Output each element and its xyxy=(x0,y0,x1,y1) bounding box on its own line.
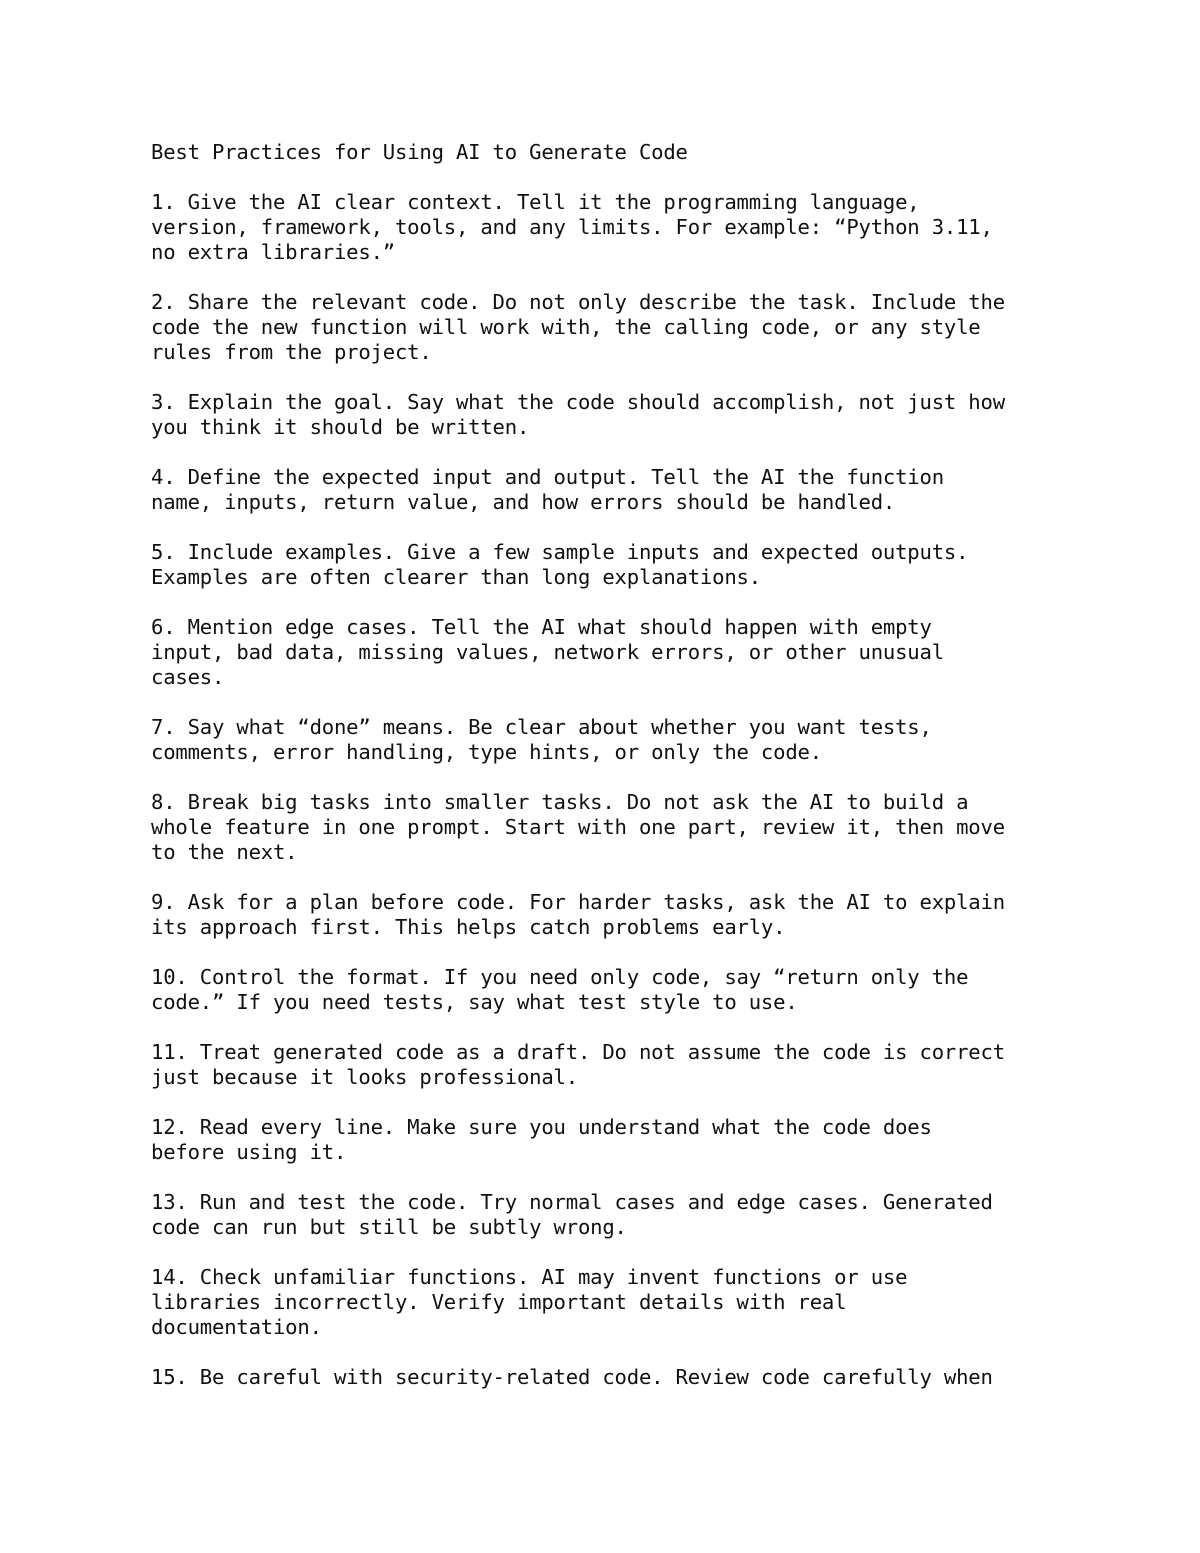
text-line: 8. Break big tasks into smaller tasks. Do not ask the AI to build a xyxy=(151,790,969,814)
text-line: rules from the project. xyxy=(151,340,432,364)
text-line: 12. Read every line. Make sure you understand what the code does xyxy=(151,1115,932,1139)
text-line: 6. Mention edge cases. Tell the AI what should happen with empty xyxy=(151,615,932,639)
paragraph-13 xyxy=(151,1190,1051,1240)
text-line: to the next. xyxy=(151,840,298,864)
paragraph-4 xyxy=(151,465,1051,515)
paragraph-1 xyxy=(151,190,1051,265)
text-line: Examples are often clearer than long explanations. xyxy=(151,565,761,589)
text-line: before using it. xyxy=(151,1140,347,1164)
document-title: Best Practices for Using AI to Generate Code xyxy=(151,140,688,164)
text-line: 13. Run and test the code. Try normal cases and edge cases. Generated xyxy=(151,1190,993,1214)
document-body xyxy=(151,140,1051,1415)
paragraph-10 xyxy=(151,965,1051,1015)
text-line: 15. Be careful with security-related code. Review code carefully when xyxy=(151,1365,993,1389)
text-line: 9. Ask for a plan before code. For harder tasks, ask the AI to explain xyxy=(151,890,1005,914)
paragraph-7 xyxy=(151,715,1051,765)
text-line: 14. Check unfamiliar functions. AI may invent functions or use xyxy=(151,1265,908,1289)
text-line: 3. Explain the goal. Say what the code should accomplish, not just how xyxy=(151,390,1005,414)
paragraph-6 xyxy=(151,615,1051,690)
paragraph-3 xyxy=(151,390,1051,440)
text-line: 10. Control the format. If you need only code, say “return only the xyxy=(151,965,969,989)
paragraph-11 xyxy=(151,1040,1051,1090)
paragraph-8 xyxy=(151,790,1051,865)
text-line: libraries incorrectly. Verify important details with real xyxy=(151,1290,847,1314)
paragraph-15 xyxy=(151,1365,1051,1390)
text-line: code the new function will work with, the calling code, or any style xyxy=(151,315,981,339)
text-line: 11. Treat generated code as a draft. Do not assume the code is correct xyxy=(151,1040,1005,1064)
paragraph-14 xyxy=(151,1265,1051,1340)
text-line: code.” If you need tests, say what test style to use. xyxy=(151,990,798,1014)
text-line: name, inputs, return value, and how errors should be handled. xyxy=(151,490,896,514)
text-line: input, bad data, missing values, network errors, or other unusual xyxy=(151,640,944,664)
text-line: documentation. xyxy=(151,1315,322,1339)
text-line: whole feature in one prompt. Start with one part, review it, then move xyxy=(151,815,1005,839)
text-line: comments, error handling, type hints, or only the code. xyxy=(151,740,822,764)
text-line: code can run but still be subtly wrong. xyxy=(151,1215,627,1239)
text-line: its approach first. This helps catch problems early. xyxy=(151,915,786,939)
text-line: no extra libraries.” xyxy=(151,240,395,264)
text-line: 2. Share the relevant code. Do not only describe the task. Include the xyxy=(151,290,1005,314)
paragraph-2 xyxy=(151,290,1051,365)
text-line: 7. Say what “done” means. Be clear about whether you want tests, xyxy=(151,715,932,739)
text-line: 1. Give the AI clear context. Tell it the programming language, xyxy=(151,190,920,214)
paragraph-12 xyxy=(151,1115,1051,1165)
text-line: you think it should be written. xyxy=(151,415,530,439)
text-line: version, framework, tools, and any limits. For example: “Python 3.11, xyxy=(151,215,993,239)
paragraph-5 xyxy=(151,540,1051,590)
text-line: cases. xyxy=(151,665,225,689)
text-line: 5. Include examples. Give a few sample inputs and expected outputs. xyxy=(151,540,969,564)
text-line: just because it looks professional. xyxy=(151,1065,578,1089)
text-line: 4. Define the expected input and output. Tell the AI the function xyxy=(151,465,944,489)
paragraph-9 xyxy=(151,890,1051,940)
